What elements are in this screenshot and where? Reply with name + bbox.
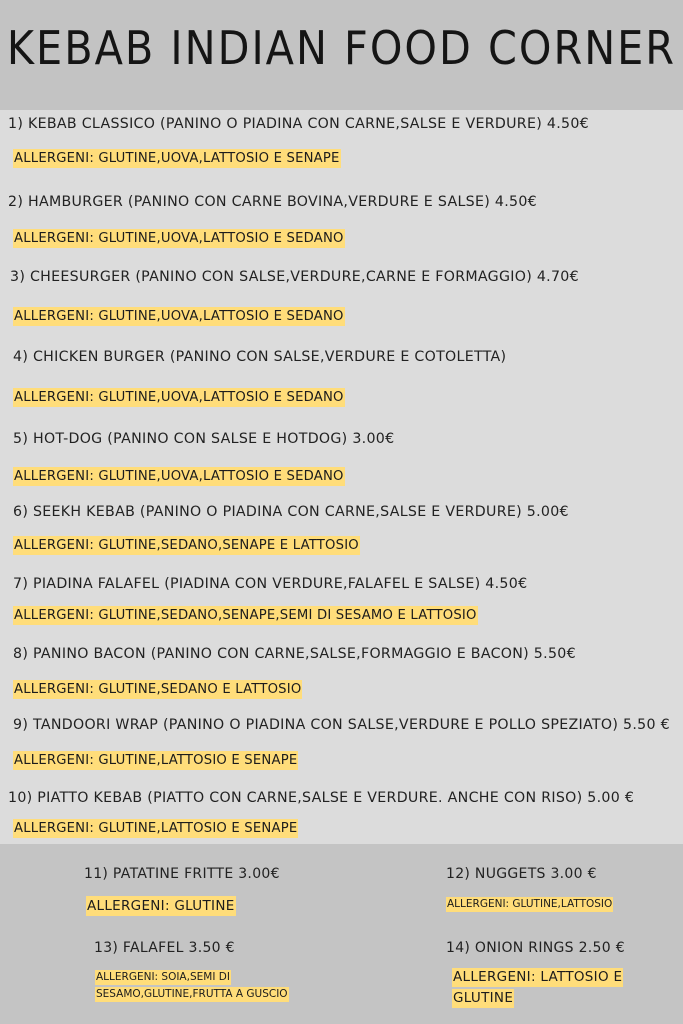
menu-item-9: 9) TANDOORI WRAP (PANINO O PIADINA CON SALSE,VERDURE E POLLO SPEZIATO) 5.50 € <box>13 717 670 733</box>
menu-item-10: 10) PIATTO KEBAB (PIATTO CON CARNE,SALSE E VERDURE. ANCHE CON RISO) 5.00 € <box>8 790 635 806</box>
side-allergen-14-line2: GLUTINE <box>453 990 514 1006</box>
sides-section <box>0 844 683 1024</box>
side-allergen-13-line2: SESAMO,GLUTINE,FRUTTA A GUSCIO <box>96 988 288 1000</box>
allergen-badge-8: ALLERGENI: GLUTINE,SEDANO E LATTOSIO <box>14 682 302 697</box>
header-banner <box>0 0 683 110</box>
menu-item-6: 6) SEEKH KEBAB (PANINO O PIADINA CON CARNE,SALSE E VERDURE) 5.00€ <box>13 504 569 520</box>
side-item-12: 12) NUGGETS 3.00 € <box>446 866 597 882</box>
menu-item-2: 2) HAMBURGER (PANINO CON CARNE BOVINA,VERDURE E SALSE) 4.50€ <box>8 194 537 210</box>
menu-item-5: 5) HOT-DOG (PANINO CON SALSE E HOTDOG) 3.00€ <box>13 431 395 447</box>
allergen-badge-3: ALLERGENI: GLUTINE,UOVA,LATTOSIO E SEDANO <box>14 309 344 324</box>
menu-item-8: 8) PANINO BACON (PANINO CON CARNE,SALSE,FORMAGGIO E BACON) 5.50€ <box>13 646 576 662</box>
menu-item-4: 4) CHICKEN BURGER (PANINO CON SALSE,VERDURE E COTOLETTA) <box>13 349 507 365</box>
side-item-14: 14) ONION RINGS 2.50 € <box>446 940 625 956</box>
menu-item-1: 1) KEBAB CLASSICO (PANINO O PIADINA CON CARNE,SALSE E VERDURE) 4.50€ <box>8 116 589 132</box>
side-allergen-11: ALLERGENI: GLUTINE <box>87 898 235 914</box>
side-item-11: 11) PATATINE FRITTE 3.00€ <box>84 866 280 882</box>
allergen-badge-6: ALLERGENI: GLUTINE,SEDANO,SENAPE E LATTOSIO <box>14 538 359 553</box>
main-menu-list <box>0 110 683 844</box>
allergen-badge-9: ALLERGENI: GLUTINE,LATTOSIO E SENAPE <box>14 753 298 768</box>
side-allergen-12: ALLERGENI: GLUTINE,LATTOSIO <box>447 898 613 910</box>
menu-title: KEBAB INDIAN FOOD CORNER <box>6 21 677 75</box>
side-item-13: 13) FALAFEL 3.50 € <box>94 940 235 956</box>
allergen-badge-5: ALLERGENI: GLUTINE,UOVA,LATTOSIO E SEDANO <box>14 469 344 484</box>
allergen-badge-4: ALLERGENI: GLUTINE,UOVA,LATTOSIO E SEDANO <box>14 390 344 405</box>
allergen-badge-7: ALLERGENI: GLUTINE,SEDANO,SENAPE,SEMI DI SESAMO E LATTOSIO <box>14 608 477 623</box>
menu-item-3: 3) CHEESURGER (PANINO CON SALSE,VERDURE,CARNE E FORMAGGIO) 4.70€ <box>10 269 579 285</box>
menu-item-7: 7) PIADINA FALAFEL (PIADINA CON VERDURE,FALAFEL E SALSE) 4.50€ <box>13 576 528 592</box>
side-allergen-14-line1: ALLERGENI: LATTOSIO E <box>453 969 623 985</box>
allergen-badge-2: ALLERGENI: GLUTINE,UOVA,LATTOSIO E SEDANO <box>14 231 344 246</box>
side-allergen-13-line1: ALLERGENI: SOIA,SEMI DI <box>96 971 230 983</box>
allergen-badge-10: ALLERGENI: GLUTINE,LATTOSIO E SENAPE <box>14 821 298 836</box>
allergen-badge-1: ALLERGENI: GLUTINE,UOVA,LATTOSIO E SENAPE <box>14 151 340 166</box>
